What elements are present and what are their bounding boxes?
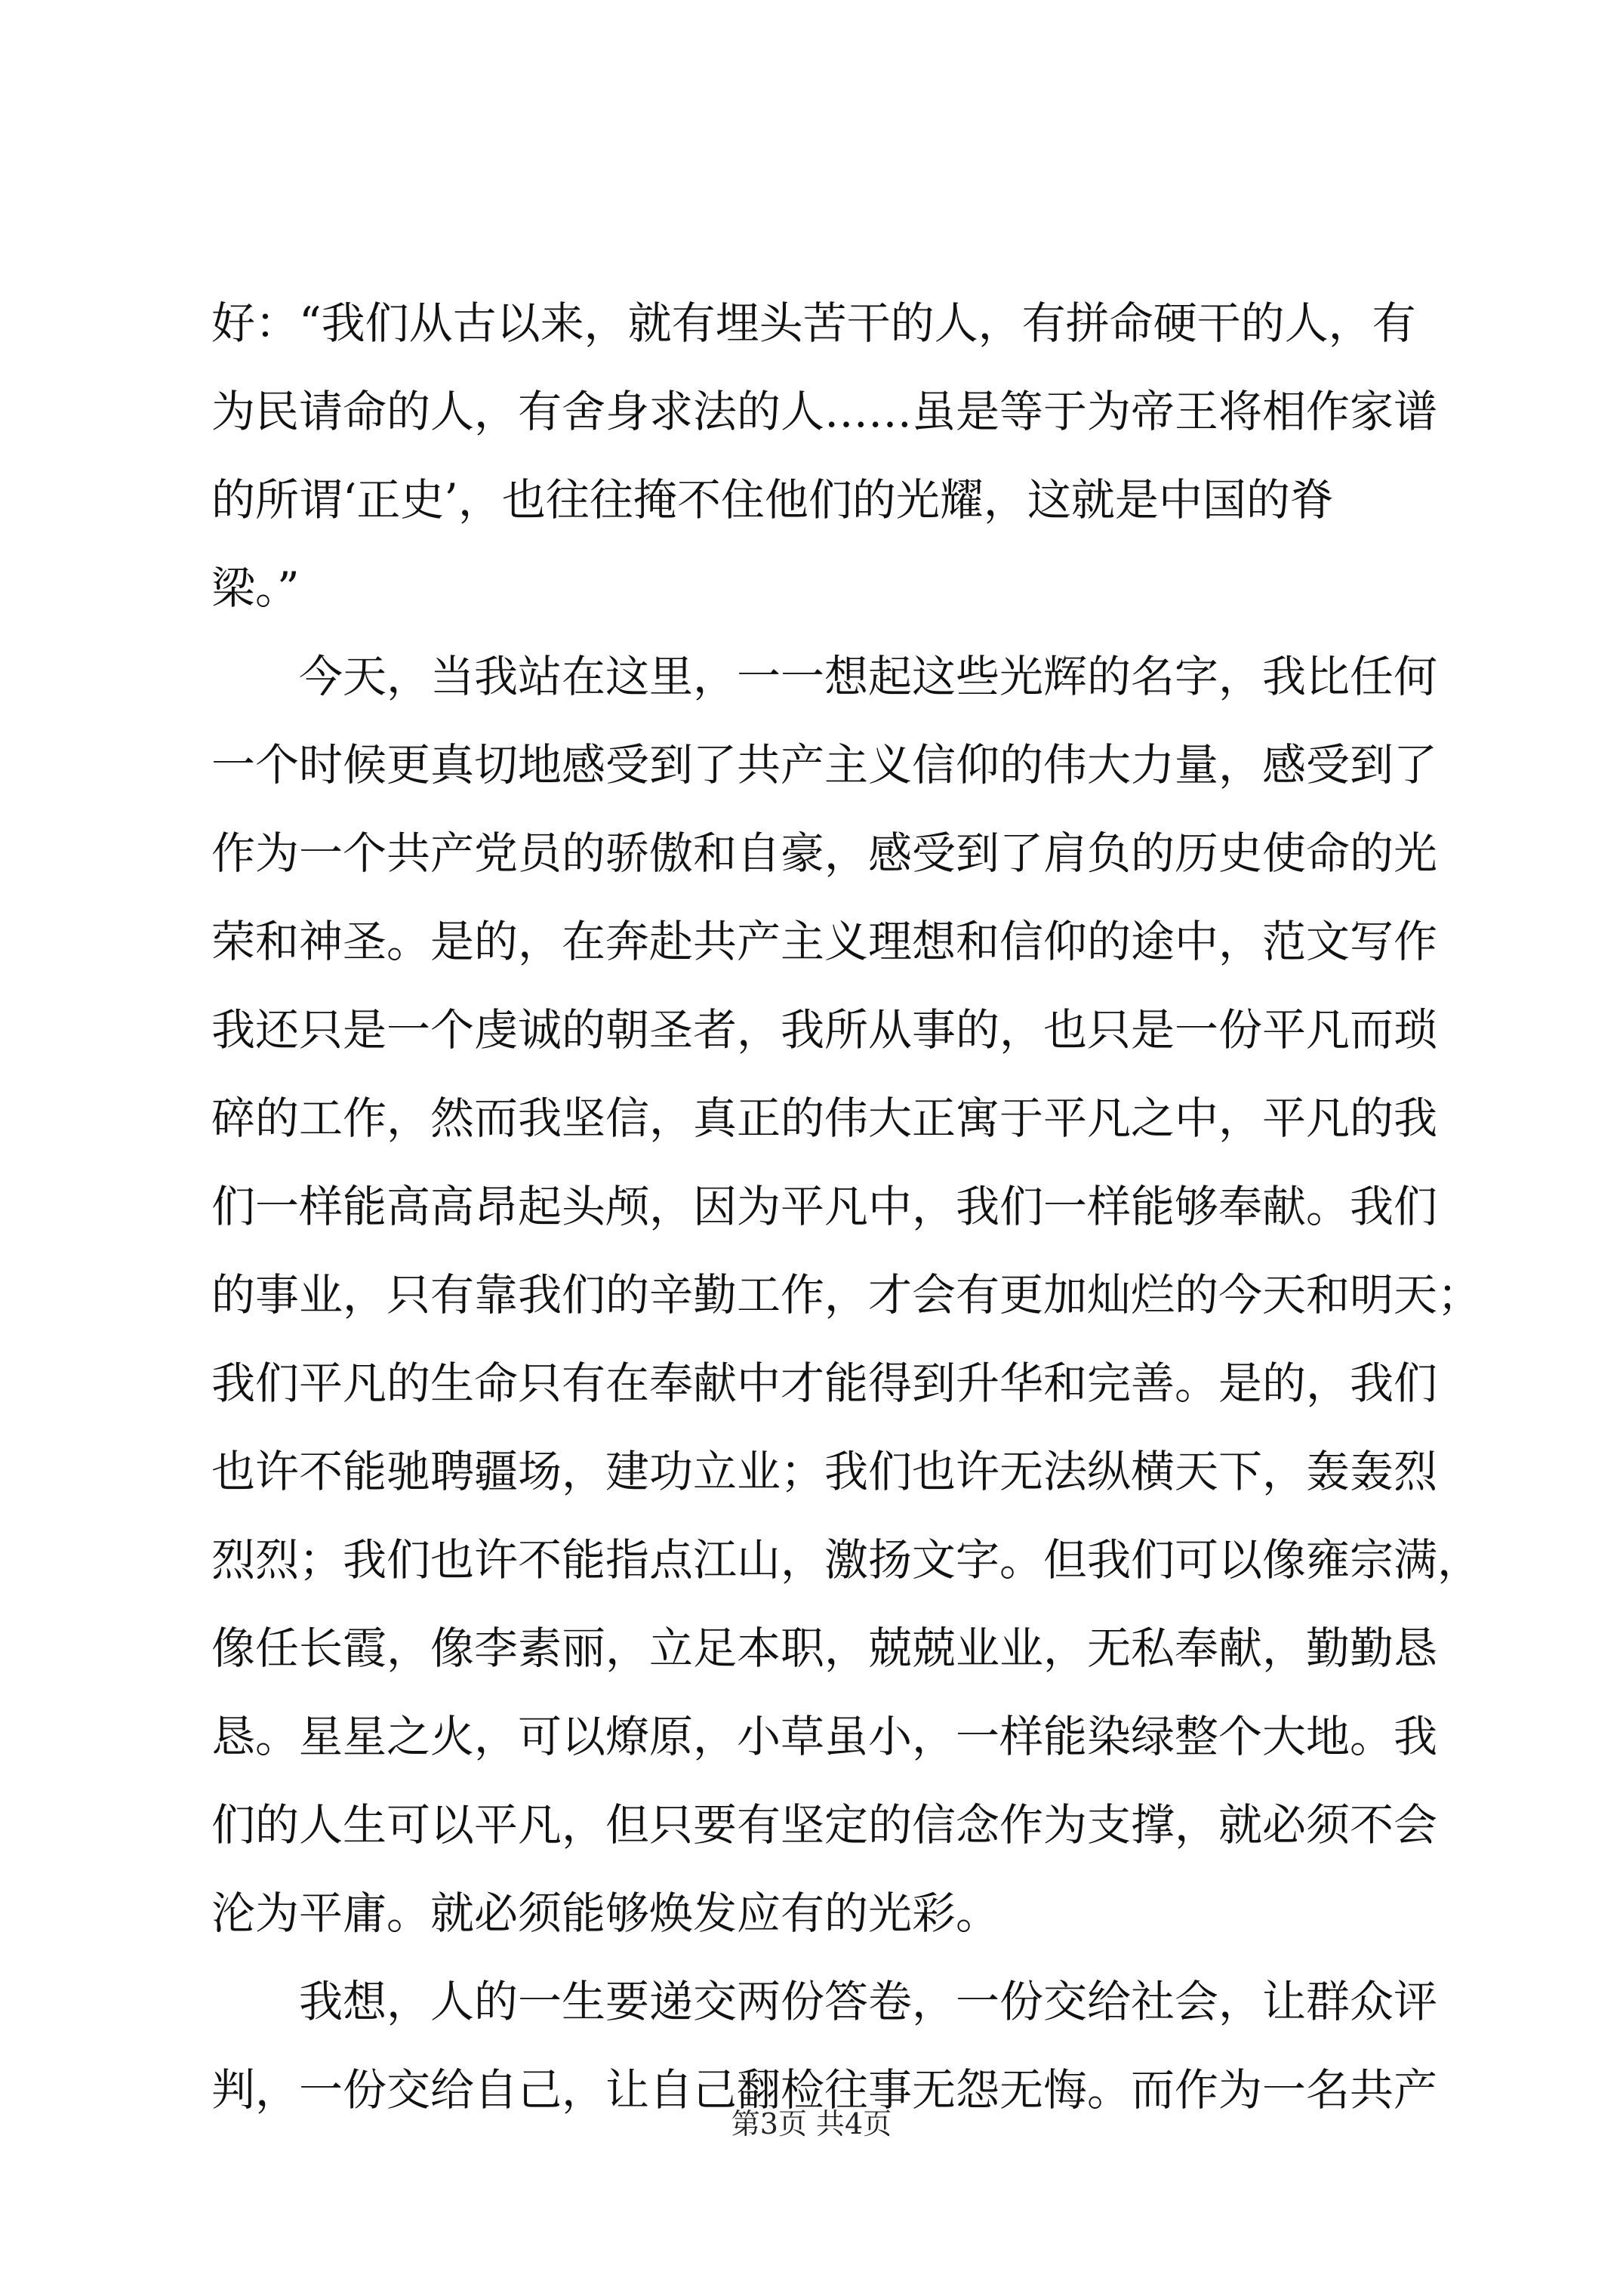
text-line: 像任长霞，像李素丽，立足本职，兢兢业业，无私奉献，勤勤恳 <box>211 1623 1438 1674</box>
text-line: 荣和神圣。是的，在奔赴共产主义理想和信仰的途中，范文写作 <box>211 916 1438 967</box>
text-line: 我想，人的一生要递交两份答卷，一份交给社会，让群众评 <box>211 1976 1438 2027</box>
text-line: 今天，当我站在这里，一一想起这些光辉的名字，我比任何 <box>211 651 1438 702</box>
text-line: 梁。” <box>211 562 300 614</box>
text-line: 碎的工作，然而我坚信，真正的伟大正寓于平凡之中，平凡的我 <box>211 1093 1438 1144</box>
text-line: 为民请命的人，有舍身求法的人……虽是等于为帝王将相作家谱 <box>211 386 1438 437</box>
text-line: 我们平凡的生命只有在奉献中才能得到升华和完善。是的，我们 <box>211 1358 1438 1409</box>
text-line: 烈烈；我们也许不能指点江山，激扬文字。但我们可以像雍宗满， <box>211 1534 1482 1586</box>
page-footer <box>0 2105 1623 2143</box>
text-line: 也许不能驰聘疆场，建功立业；我们也许无法纵横天下，轰轰烈 <box>211 1446 1438 1497</box>
text-line: 们一样能高高昂起头颅，因为平凡中，我们一样能够奉献。我们 <box>211 1181 1438 1232</box>
page-number-label: 第3页 共4页 <box>731 2107 892 2140</box>
text-line: 作为一个共产党员的骄傲和自豪，感受到了肩负的历史使命的光 <box>211 827 1438 879</box>
text-line: 判，一份交给自己，让自己翻检往事无怨无悔。而作为一名共产 <box>211 2064 1438 2116</box>
text-line: 的事业，只有靠我们的辛勤工作，才会有更加灿烂的今天和明天； <box>211 1269 1482 1321</box>
text-line: 沦为平庸。就必须能够焕发应有的光彩。 <box>211 1888 1000 1939</box>
text-line: 我还只是一个虔诚的朝圣者，我所从事的，也只是一份平凡而琐 <box>211 1004 1438 1056</box>
text-line: 好：“我们从古以来，就有埋头苦干的人，有拼命硬干的人，有 <box>211 297 1416 349</box>
text-line: 恳。星星之火，可以燎原，小草虽小，一样能染绿整个大地。我 <box>211 1711 1438 1762</box>
text-line: 的所谓‘正史’，也往往掩不住他们的光耀，这就是中国的脊 <box>211 474 1334 525</box>
text-line: 一个时候更真切地感受到了共产主义信仰的伟大力量，感受到了 <box>211 739 1438 791</box>
text-line: 们的人生可以平凡，但只要有坚定的信念作为支撑，就必须不会 <box>211 1799 1438 1851</box>
